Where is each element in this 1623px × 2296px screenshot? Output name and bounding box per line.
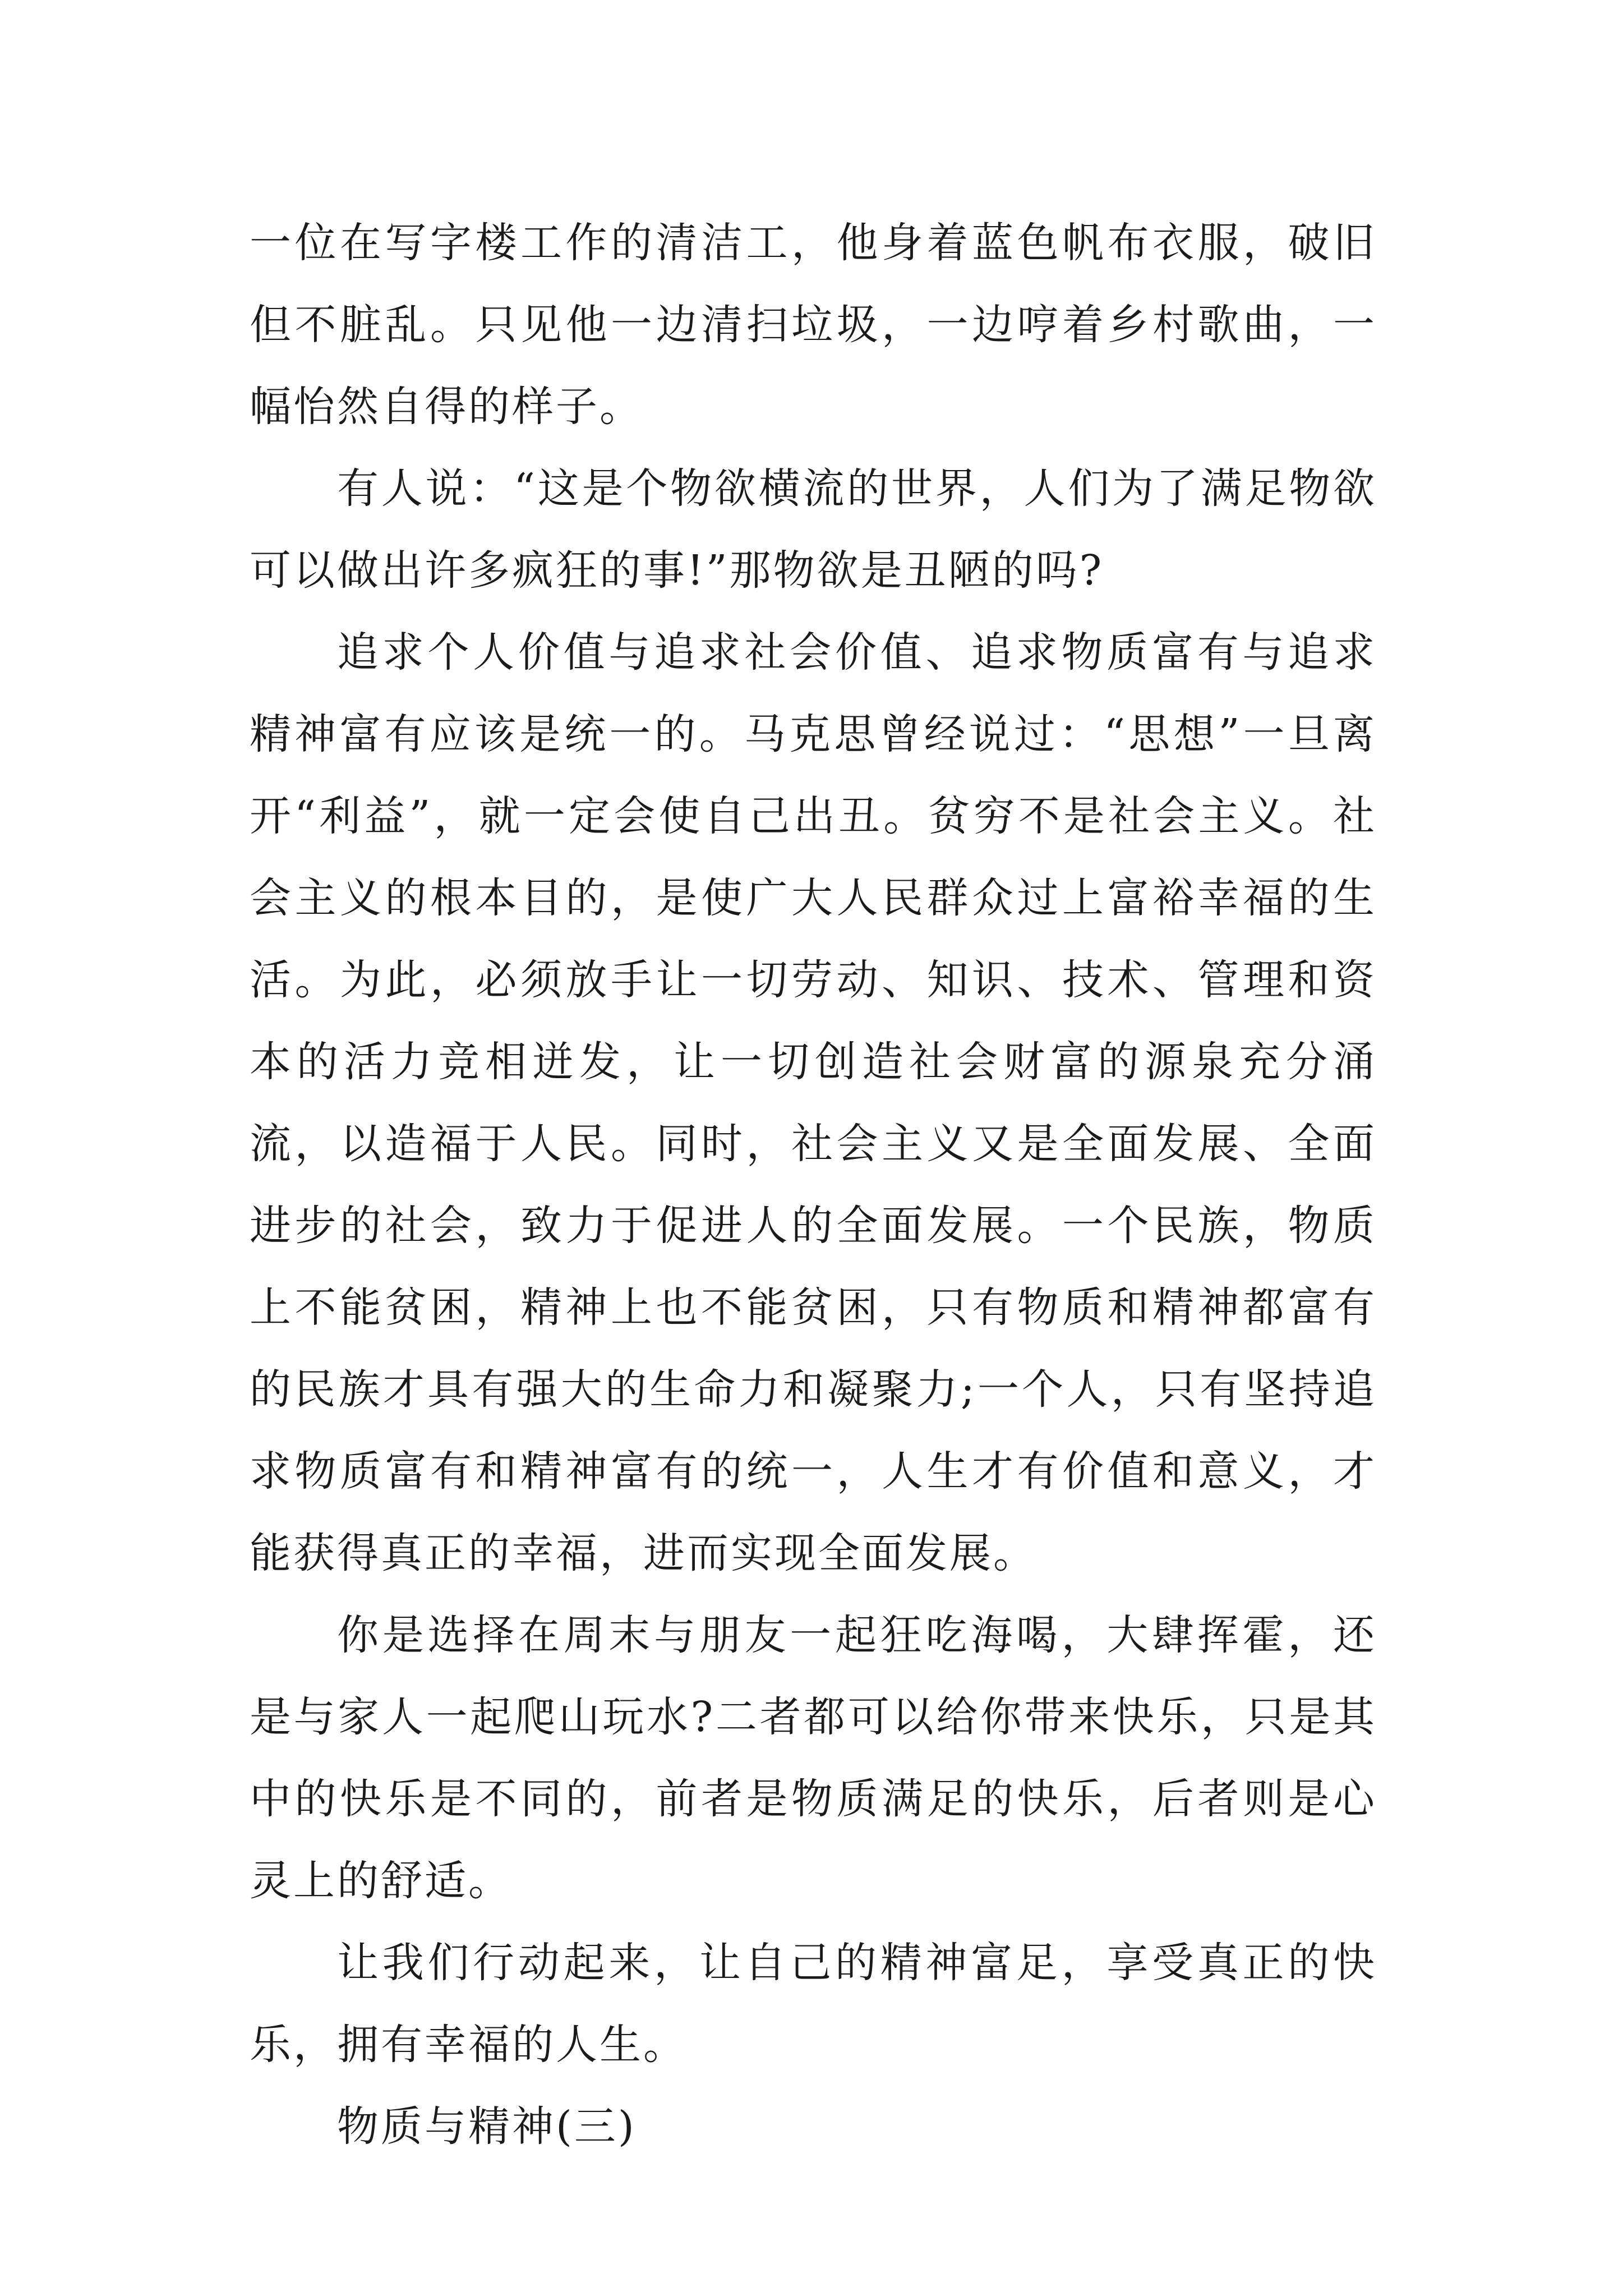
- document-body: [250, 202, 1377, 2168]
- paragraph-call-to-action: 让我们行动起来，让自己的精神富足，享受真正的快乐，拥有幸福的人生。: [250, 1939, 1377, 2069]
- paragraph-cleaner: 一位在写字楼工作的清洁工，他身着蓝色帆布衣服，破旧但不脏乱。只见他一边清扫垃圾，一边哼着乡村歌曲，一幅怡然自得的样子。: [250, 219, 1377, 431]
- paragraph-weekend-choice: 你是选择在周末与朋友一起狂吃海喝，大肆挥霍，还是与家人一起爬山玩水?二者都可以给你带来快乐，只是其中的快乐是不同的，前者是物质满足的快乐，后者则是心灵上的舒适。: [250, 1611, 1377, 1905]
- paragraph-material-desire: 有人说：“这是个物欲横流的世界，人们为了满足物欲可以做出许多疯狂的事!”那物欲是丑陋的吗?: [250, 464, 1377, 595]
- section-heading: 物质与精神(三): [337, 2102, 637, 2151]
- paragraph-values: 追求个人价值与追求社会价值、追求物质富有与追求精神富有应该是统一的。马克思曾经说过：“思想”一旦离开“利益”，就一定会使自己出丑。贫穷不是社会主义。社会主义的根本目的，是使广大人民群众过上富裕幸福的生活。为此，必须放手让一切劳动、知识、技术、管理和资本的活力竞相迸发，让一切创造社会财富的源泉充分涌流，以造福于人民。同时，社会主义又是全面发展、全面进步的社会，致力于促进人的全面发展。一个民族，物质上不能贫困，精神上也不能贫困，只有物质和精神都富有的民族才具有强大的生命力和凝聚力;一个人，只有坚持追求物质富有和精神富有的统一，人生才有价值和意义，才能获得真正的幸福，进而实现全面发展。: [250, 628, 1377, 1577]
